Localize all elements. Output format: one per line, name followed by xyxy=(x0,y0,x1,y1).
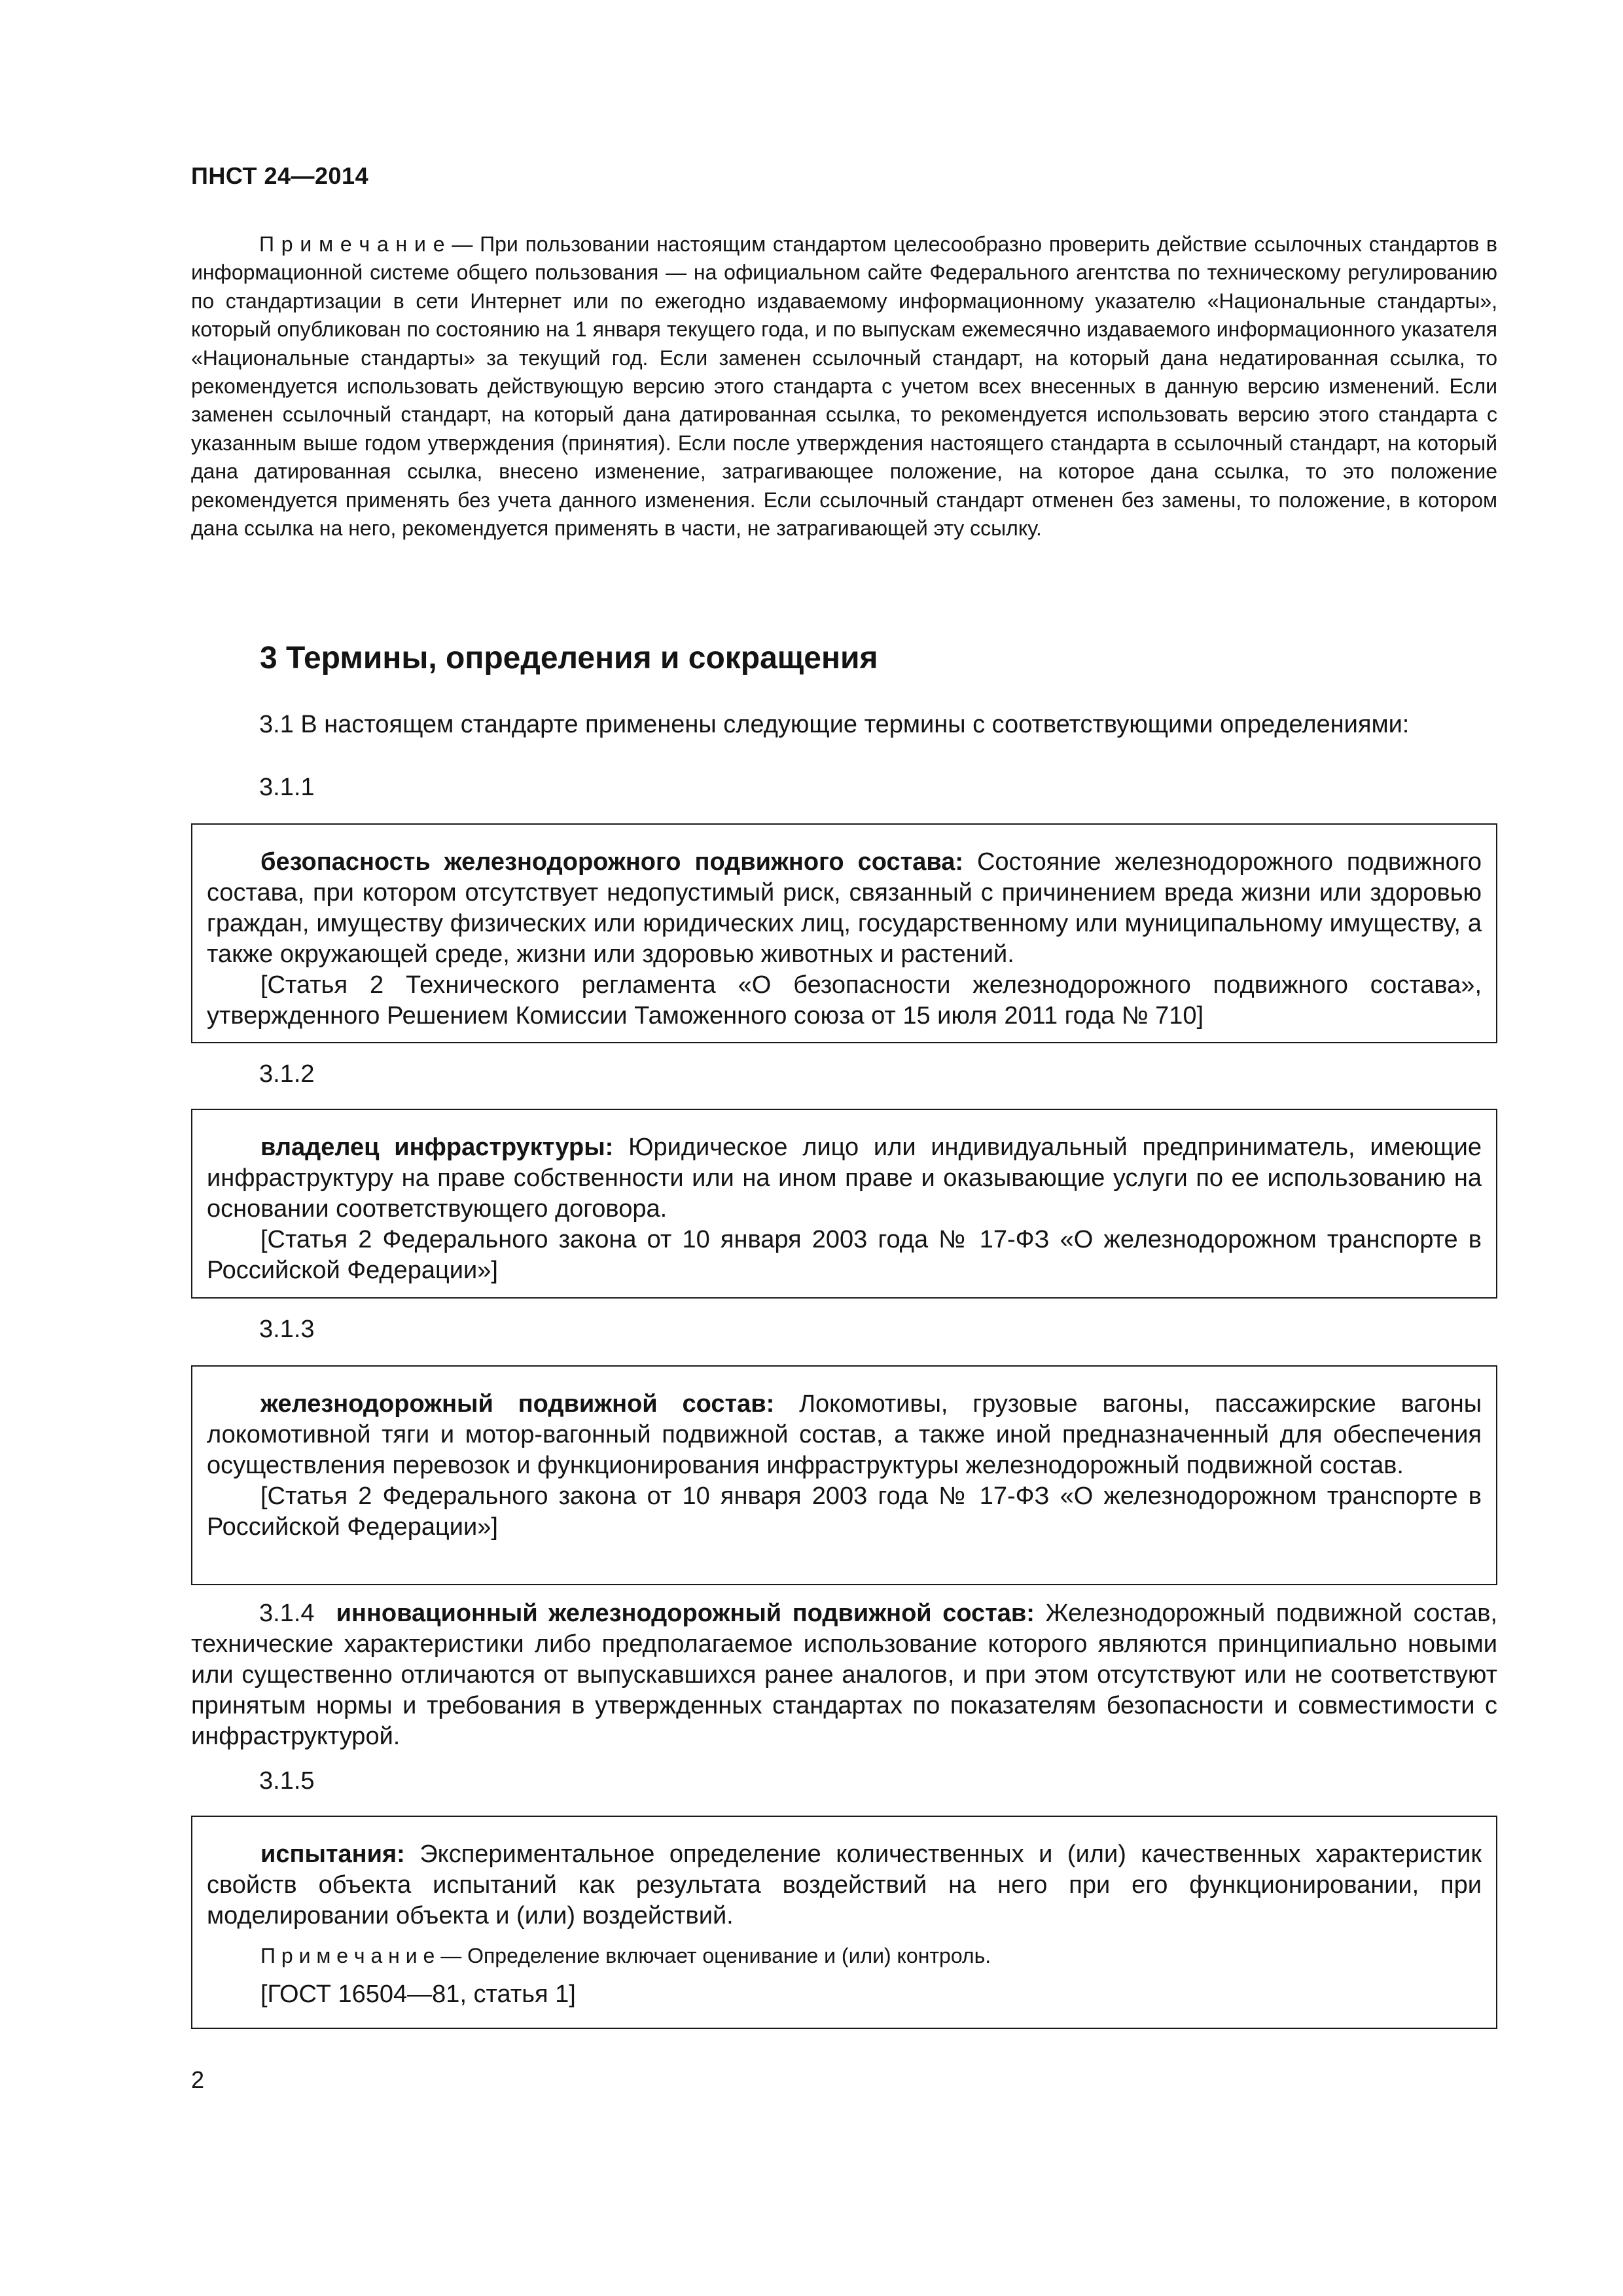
term-3-1-4 xyxy=(191,1598,1497,1752)
term-name: безопасность железнодорожного подвижного состава: xyxy=(260,848,963,876)
term-source: [Статья 2 Федерального закона от 10 января 2003 года № 17-ФЗ «О железнодорожном транспорте в Российской Федерации»] xyxy=(207,1482,1482,1541)
term-name: железнодорожный подвижной состав: xyxy=(260,1390,775,1418)
term-number: 3.1.4 xyxy=(259,1600,315,1627)
document-id: ПНСТ 24—2014 xyxy=(191,162,369,189)
term-box-3-1-5 xyxy=(191,1816,1497,2029)
term-definition: Экспериментальное определение количественных и (или) качественных характеристик свойств объекта испытаний как результата воздействий на него при его функционировании, при моделировании объекта и (или) воздействий. xyxy=(207,1840,1482,1929)
term-box-3-1-3 xyxy=(191,1365,1497,1585)
term-definition: Юридическое лицо или индивидуальный предприниматель, имеющие инфраструктуру на праве собственности или на ином праве и оказывающие услуги по ее использованию на основании соответствующего договора. xyxy=(207,1134,1482,1223)
term-number: 3.1.5 xyxy=(259,1767,315,1795)
term-source: [Статья 2 Федерального закона от 10 января 2003 года № 17-ФЗ «О железнодорожном транспорте в Российской Федерации»] xyxy=(207,1226,1482,1284)
section-title: 3 Термины, определения и сокращения xyxy=(260,641,878,675)
term-number: 3.1.2 xyxy=(259,1060,315,1088)
term-name: инновационный железнодорожный подвижной состав: xyxy=(336,1600,1035,1627)
page-number: 2 xyxy=(191,2066,205,2093)
note-label: П р и м е ч а н и е xyxy=(260,1944,435,1967)
term-name: испытания: xyxy=(260,1840,405,1868)
note-text: — При пользовании настоящим стандартом целесообразно проверить действие ссылочных стандартов в информационной системе общего пользования — на официальном сайте Федерального агентства по техническому регулированию по стандартизации в сети Интернет или по ежегодно издаваемому информационному указателю «Национальные стандарты», который опубликован по состоянию на 1 января текущего года, и по выпускам ежемесячно издаваемого информационного указателя «Национальные стандарты» за текущий год. Если заменен ссылочный стандарт, на который дана недатированная ссылка, то рекомендуется использовать действующую версию этого стандарта с учетом всех внесенных в данную версию изменений. Если заменен ссылочный стандарт, на который дана датированная ссылка, то рекомендуется использовать версию этого стандарта с указанным выше годом утверждения (принятия). Если после утверждения настоящего стандарта в ссылочный стандарт, на который дана датированная ссылка, внесено изменение, затрагивающее положение, на которое дана ссылка, то это положение рекомендуется применять без учета данного изменения. Если ссылочный стандарт отменен без замены, то положение, в котором дана ссылка на него, рекомендуется применять в части, не затрагивающей эту ссылку. xyxy=(191,232,1498,541)
term-box-3-1-2 xyxy=(191,1109,1497,1299)
section-intro xyxy=(191,709,1497,740)
term-definition: Железнодорожный подвижной состав, технические характеристики либо предполагаемое использование которого являются принципиально новыми или существенно отличаются от выпускавшихся ранее аналогов, и при этом отсутствуют или не соответствуют принятым нормы и требования в утвержденных стандартах по показателям безопасности и совместимости с инфраструктурой. xyxy=(191,1600,1497,1750)
term-source: [Статья 2 Технического регламента «О безопасности железнодорожного подвижного состава», утвержденного Решением Комиссии Таможенного союза от 15 июля 2011 года № 710] xyxy=(207,971,1482,1030)
note-label: П р и м е ч а н и е xyxy=(259,232,445,256)
term-reference: [ГОСТ 16504—81, статья 1] xyxy=(260,1981,576,2008)
term-number: 3.1.3 xyxy=(259,1316,315,1343)
note-text: — Определение включает оценивание и (или) контроль. xyxy=(435,1944,991,1967)
term-definition: Состояние железнодорожного подвижного состава, при котором отсутствует недопустимый риск, связанный с причинением вреда жизни или здоровью граждан, имуществу физических или юридических лиц, государственному или муниципальному имуществу, а также окружающей среде, жизни или здоровью животных и растений. xyxy=(207,848,1482,968)
term-name: владелец инфраструктуры: xyxy=(260,1134,614,1161)
referenced-standards-note xyxy=(191,230,1497,543)
section-intro-text: 3.1 В настоящем стандарте применены следующие термины с соответствующими определениями: xyxy=(259,711,1410,738)
term-number: 3.1.1 xyxy=(259,774,315,801)
term-definition: Локомотивы, грузовые вагоны, пассажирские вагоны локомотивной тяги и мотор-вагонный подвижной состав, а также иной предназначенный для обеспечения осуществления перевозок и функционирования инфраструктуры железнодорожный подвижной состав. xyxy=(207,1390,1482,1479)
term-box-3-1-1 xyxy=(191,823,1497,1043)
